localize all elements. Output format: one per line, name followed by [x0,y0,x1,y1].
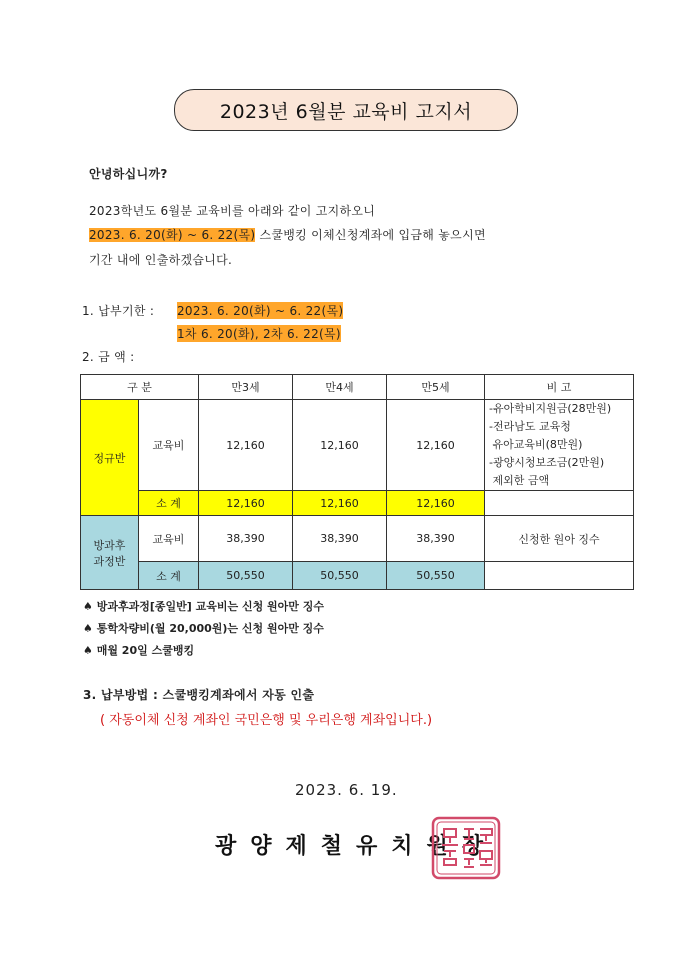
header-age5: 만5세 [387,375,485,400]
table-row [81,491,634,516]
note-line: 유아교육비(8만원) [489,438,583,451]
section-2-label: 2. 금 액 : [82,350,135,364]
table-cell: 38,390 [199,516,293,562]
bullet-text: 매월 20일 스쿨뱅킹 [96,644,195,657]
table-cell-empty [485,562,634,590]
intro-line-2-rest: 스쿨뱅킹 이체신청계좌에 입금해 놓으시면 [255,228,486,242]
table-cell: 50,550 [199,562,293,590]
total-label: 소 계 [139,562,199,590]
header-remarks: 비 고 [485,375,634,400]
signature: 광양제철유치원장 [215,834,498,859]
header-category: 구 분 [81,375,199,400]
table-cell: 38,390 [387,516,485,562]
row-label: 교육비 [139,400,199,491]
section-3-label: 3. 납부방법 : 스쿨뱅킹계좌에서 자동 인출 [83,688,315,702]
note-line: -광양시청보조금(2만원) [489,456,605,469]
note-line: 제외한 금액 [489,474,550,487]
group-afterschool-line: 과정반 [93,554,126,568]
group-afterschool-line: 방과후 [93,538,126,552]
payment-detail: 1차 6. 20(화), 2차 6. 22(목) [177,327,341,341]
table-cell: 12,160 [387,491,485,516]
table-row [81,400,634,491]
intro-highlight-period: 2023. 6. 20(화) ~ 6. 22(목) [89,228,256,242]
spade-icon: ♠ [83,622,93,635]
intro-line-2 [89,226,486,243]
official-seal-icon [430,815,502,881]
payment-period: 2023. 6. 20(화) ~ 6. 22(목) [177,304,344,318]
spade-icon: ♠ [83,600,93,613]
document-title: 2023년 6월분 교육비 고지서 [174,89,518,131]
regular-notes [485,400,634,491]
table-cell: 12,160 [387,400,485,491]
bullet-item [83,598,324,614]
group-regular: 정규반 [81,400,139,516]
table-cell: 12,160 [293,491,387,516]
table-cell: 12,160 [199,491,293,516]
afterschool-note: 신청한 원아 징수 [485,516,634,562]
table-cell: 50,550 [293,562,387,590]
table-header-row [81,375,634,400]
table-cell: 38,390 [293,516,387,562]
spade-icon: ♠ [83,644,93,657]
header-age3: 만3세 [199,375,293,400]
table-cell: 12,160 [199,400,293,491]
header-age4: 만4세 [293,375,387,400]
row-label: 교육비 [139,516,199,562]
table-row [81,562,634,590]
group-afterschool [81,516,139,590]
issue-date: 2023. 6. 19. [295,781,398,799]
intro-line-1: 2023학년도 6월분 교육비를 아래와 같이 고지하오니 [89,204,376,218]
payment-method-note: ( 자동이체 신청 계좌인 국민은행 및 우리은행 계좌입니다.) [100,713,433,728]
bullet-text: 통학차량비(월 20,000원)는 신청 원아만 징수 [96,622,324,635]
bullet-item [83,620,324,636]
bullet-text: 방과후과정[종일반] 교육비는 신청 원아만 징수 [96,600,324,613]
table-row [81,516,634,562]
bullet-item [83,642,194,658]
intro-line-3: 기간 내에 인출하겠습니다. [89,253,233,267]
table-cell-empty [485,491,634,516]
subtotal-label: 소 계 [139,491,199,516]
section-1-label: 1. 납부기한 : [82,304,155,318]
note-line: -전라남도 교육청 [489,420,571,433]
greeting: 안녕하십니까? [89,167,168,181]
fee-table [80,374,634,590]
table-cell: 12,160 [293,400,387,491]
table-cell: 50,550 [387,562,485,590]
note-line: -유아학비지원금(28만원) [489,402,612,415]
